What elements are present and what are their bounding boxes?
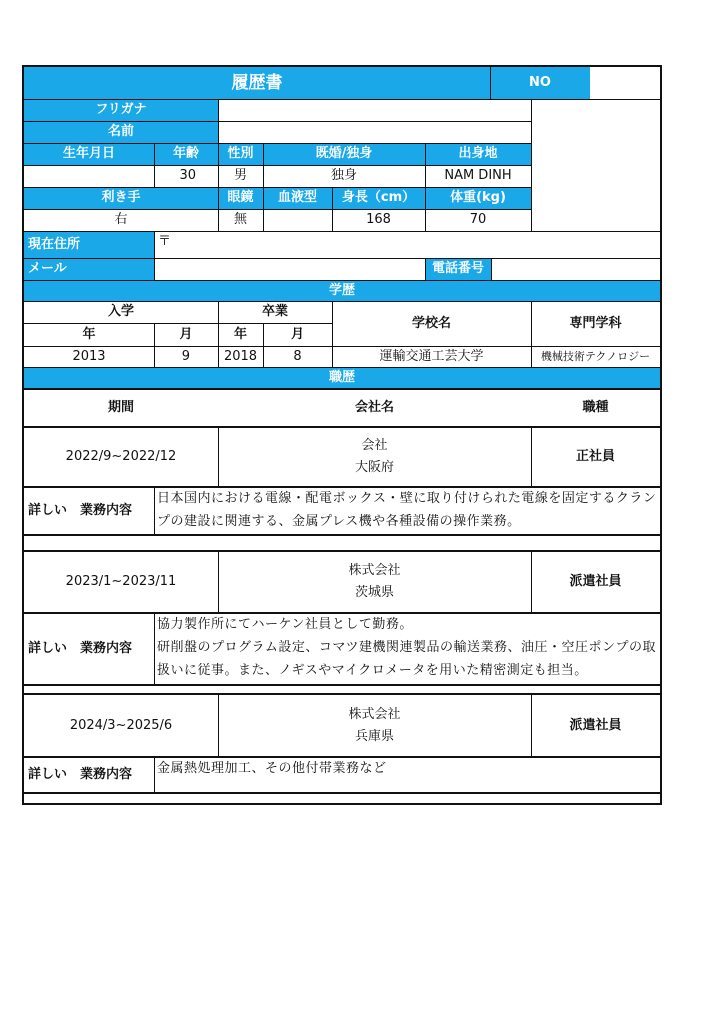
furigana-label: フリガナ	[24, 99, 218, 121]
job-period: 2024/3~2025/6	[69, 717, 173, 733]
birth-label: 生年月日	[24, 143, 154, 165]
name-label: 名前	[24, 121, 218, 143]
age-value: 30	[179, 168, 196, 184]
job-location: 茨城県	[354, 585, 394, 600]
grad-year-label: 年	[233, 326, 247, 342]
job-type: 派遣社員	[569, 717, 622, 733]
type-label: 職種	[582, 400, 609, 416]
major-value: 機械技術テクノロジー	[540, 349, 651, 363]
document-title: 履歴書	[24, 67, 490, 99]
job-company-cell	[218, 695, 531, 756]
job-location: 兵庫県	[354, 728, 394, 744]
job-company: 株式会社	[348, 563, 401, 579]
job-type: 正社員	[575, 449, 615, 465]
height-value: 168	[366, 212, 391, 228]
grad-month-value: 8	[293, 348, 302, 364]
job-period: 2022/9~2022/12	[65, 449, 177, 465]
job-detail-label: 詳しい 業務内容	[28, 767, 133, 783]
origin-value: NAM DINH	[444, 168, 512, 184]
grad-label: 卒業	[261, 304, 288, 320]
weight-value: 70	[469, 212, 487, 228]
job-detail-label: 詳しい 業務内容	[28, 503, 133, 519]
hand-label: 利き手	[24, 187, 218, 209]
address-label: 現在住所	[24, 231, 154, 258]
period-label: 期間	[107, 400, 134, 416]
entry-label: 入学	[107, 304, 134, 320]
job-type: 派遣社員	[569, 574, 622, 590]
company-label: 会社名	[354, 400, 394, 416]
job-detail-line: 扱いに従事。また、ノギスやマイクロメータを用いた精密測定も担当。	[157, 663, 588, 678]
marital-value: 独身	[330, 168, 357, 184]
entry-year-value: 2013	[72, 348, 106, 364]
hand-value: 右	[114, 212, 128, 228]
job-detail-line: 協力製作所にてハーケン社員として勤務。	[157, 617, 413, 632]
job-company: 株式会社	[348, 706, 401, 722]
job-detail-line: プの建設に関連する、金属プレス機や各種設備の操作業務。	[157, 514, 521, 529]
education-section-header: 学歴	[24, 280, 660, 301]
marital-label: 既婚/独身	[263, 143, 425, 165]
job-company-cell	[218, 552, 531, 612]
height-label: 身長（cm）	[332, 187, 425, 209]
age-label: 年齢	[154, 143, 218, 165]
grad-month-label: 月	[290, 326, 304, 342]
job-company-cell	[218, 428, 531, 486]
school-label: 学校名	[411, 315, 451, 331]
gender-label: 性別	[218, 143, 263, 165]
phone-label: 電話番号	[425, 258, 491, 280]
origin-label: 出身地	[425, 143, 531, 165]
entry-year-label: 年	[82, 326, 96, 342]
entry-month-label: 月	[179, 326, 193, 342]
postal-mark: 〒	[158, 234, 172, 249]
blood-label: 血液型	[263, 187, 332, 209]
career-section-header: 職歴	[24, 367, 660, 388]
entry-month-value: 9	[181, 348, 190, 364]
job-detail-label: 詳しい 業務内容	[28, 641, 133, 657]
job-period: 2023/1~2023/11	[65, 574, 177, 590]
job-detail-line: 研削盤のプログラム設定、コマツ建機関連製品の輸送業務、油圧・空圧ポンプの取	[157, 640, 656, 655]
glasses-value: 無	[233, 212, 247, 228]
job-company: 会社	[361, 438, 388, 454]
school-value: 運輸交通工芸大学	[379, 348, 484, 364]
major-label: 専門学科	[569, 315, 622, 331]
mail-label: メール	[24, 258, 154, 280]
job-location: 大阪府	[354, 460, 394, 475]
job-detail-line: 金属熱処理加工、その他付帯業務など	[157, 761, 387, 776]
no-label: NO	[490, 67, 590, 99]
glasses-label: 眼鏡	[218, 187, 263, 209]
job-detail-line: 日本国内における電線・配電ボックス・壁に取り付けられた電線を固定するクラン	[157, 491, 657, 506]
grad-year-value: 2018	[223, 348, 258, 364]
gender-value: 男	[233, 168, 247, 184]
weight-label: 体重(kg)	[425, 187, 531, 209]
